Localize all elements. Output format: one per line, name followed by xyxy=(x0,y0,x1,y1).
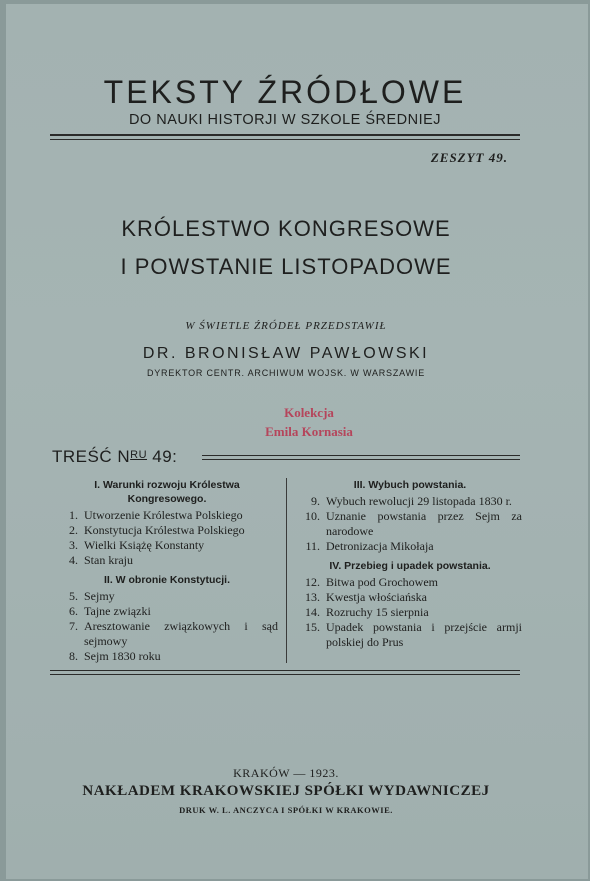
bottom-rule-lower xyxy=(50,674,520,675)
item-number: 14. xyxy=(305,605,320,619)
item-text: Konstytucja Królestwa Polskiego xyxy=(84,523,245,537)
top-rule-thick xyxy=(50,134,520,136)
contents-item xyxy=(298,605,522,620)
contents-item xyxy=(298,539,522,554)
issue-number: ZESZYT 49. xyxy=(430,150,508,165)
contents-item xyxy=(298,509,522,539)
item-text: Upadek powstania i przejście armji polskiej do Prus xyxy=(326,620,522,649)
item-text: Wielki Książę Konstanty xyxy=(84,538,205,552)
collection-stamp-line-2: Emila Kornasia xyxy=(265,424,353,439)
contents-item xyxy=(298,620,522,650)
item-text: Aresztowanie związkowych i sąd sejmowy xyxy=(84,619,278,648)
section-1-list xyxy=(56,508,278,568)
item-number: 13. xyxy=(305,590,320,604)
contents-item xyxy=(298,575,522,590)
contents-heading-superscript: RU xyxy=(130,449,148,461)
contents-left-column xyxy=(56,478,278,664)
item-text: Uznanie powstania przez Sejm za narodowe xyxy=(326,509,522,538)
contents-heading xyxy=(52,447,177,467)
contents-rule-upper xyxy=(202,455,520,456)
series-subtitle: DO NAUKI HISTORJI W SZKOLE ŚREDNIEJ xyxy=(128,112,442,128)
contents-item xyxy=(56,553,278,568)
contents-right-column xyxy=(298,478,522,650)
series-title: TEKSTY ŹRÓDŁOWE xyxy=(103,74,467,110)
item-text: Rozruchy 15 sierpnia xyxy=(326,605,429,619)
contents-item xyxy=(56,604,278,619)
column-divider xyxy=(286,478,287,663)
item-text: Bitwa pod Grochowem xyxy=(326,575,438,589)
item-number: 8. xyxy=(69,649,78,663)
book-title-line-2: I POWSTANIE LISTOPADOWE xyxy=(120,254,452,279)
contents-item xyxy=(56,538,278,553)
item-number: 12. xyxy=(305,575,320,589)
item-number: 4. xyxy=(69,553,78,567)
contents-item xyxy=(298,590,522,605)
section-heading-line: Kongresowego. xyxy=(127,493,207,505)
contents-item xyxy=(56,649,278,664)
author-role: DYREKTOR CENTR. ARCHIWUM WOJSK. W WARSZAWIE xyxy=(146,368,426,378)
item-text: Utworzenie Królestwa Polskiego xyxy=(84,508,243,522)
contents-rule-lower xyxy=(202,459,520,460)
item-number: 9. xyxy=(311,494,320,508)
item-text: Kwestja włościańska xyxy=(326,590,427,604)
section-heading-line: I. Warunki rozwoju Królestwa xyxy=(94,479,240,491)
contents-item xyxy=(56,619,278,649)
top-rule-thin xyxy=(50,139,520,140)
item-text: Tajne związki xyxy=(84,604,151,618)
contents-item xyxy=(56,523,278,538)
section-4-list xyxy=(298,575,522,650)
printer: DRUK W. L. ANCZYCA I SPÓŁKI W KRAKOWIE. xyxy=(179,805,393,815)
item-text: Detronizacja Mikołaja xyxy=(326,539,434,553)
section-heading: II. W obronie Konstytucji. xyxy=(104,574,230,586)
item-number: 6. xyxy=(69,604,78,618)
item-number: 7. xyxy=(69,619,78,633)
contents-heading-suffix: 49: xyxy=(147,447,178,466)
item-number: 15. xyxy=(305,620,320,634)
contents-item xyxy=(298,494,522,509)
bottom-rule-upper xyxy=(50,670,520,671)
section-2-list xyxy=(56,589,278,664)
book-cover xyxy=(6,4,588,879)
item-number: 1. xyxy=(69,508,78,522)
item-number: 5. xyxy=(69,589,78,603)
section-heading: IV. Przebieg i upadek powstania. xyxy=(329,560,491,572)
section-heading xyxy=(56,478,278,506)
presented-by-label: W ŚWIETLE ŹRÓDEŁ PRZEDSTAWIŁ xyxy=(185,320,387,332)
item-text: Wybuch rewolucji 29 listopada 1830 r. xyxy=(326,494,512,508)
item-number: 10. xyxy=(305,509,320,523)
publisher: NAKŁADEM KRAKOWSKIEJ SPÓŁKI WYDAWNICZEJ xyxy=(82,783,490,799)
book-title-line-1: KRÓLESTWO KONGRESOWE xyxy=(121,216,451,241)
contents-item xyxy=(56,589,278,604)
section-3-list xyxy=(298,494,522,554)
item-text: Sejm 1830 roku xyxy=(84,649,161,663)
collection-stamp-line-1: Kolekcja xyxy=(284,405,334,420)
item-text: Sejmy xyxy=(84,589,115,603)
item-text: Stan kraju xyxy=(84,553,133,567)
item-number: 11. xyxy=(305,539,320,553)
contents-item xyxy=(56,508,278,523)
author-name: DR. BRONISŁAW PAWŁOWSKI xyxy=(142,345,430,362)
section-heading: III. Wybuch powstania. xyxy=(353,479,467,491)
place-year: KRAKÓW — 1923. xyxy=(233,766,339,780)
contents-heading-prefix: TREŚĆ N xyxy=(52,447,131,466)
item-number: 2. xyxy=(69,523,78,537)
item-number: 3. xyxy=(69,538,78,552)
